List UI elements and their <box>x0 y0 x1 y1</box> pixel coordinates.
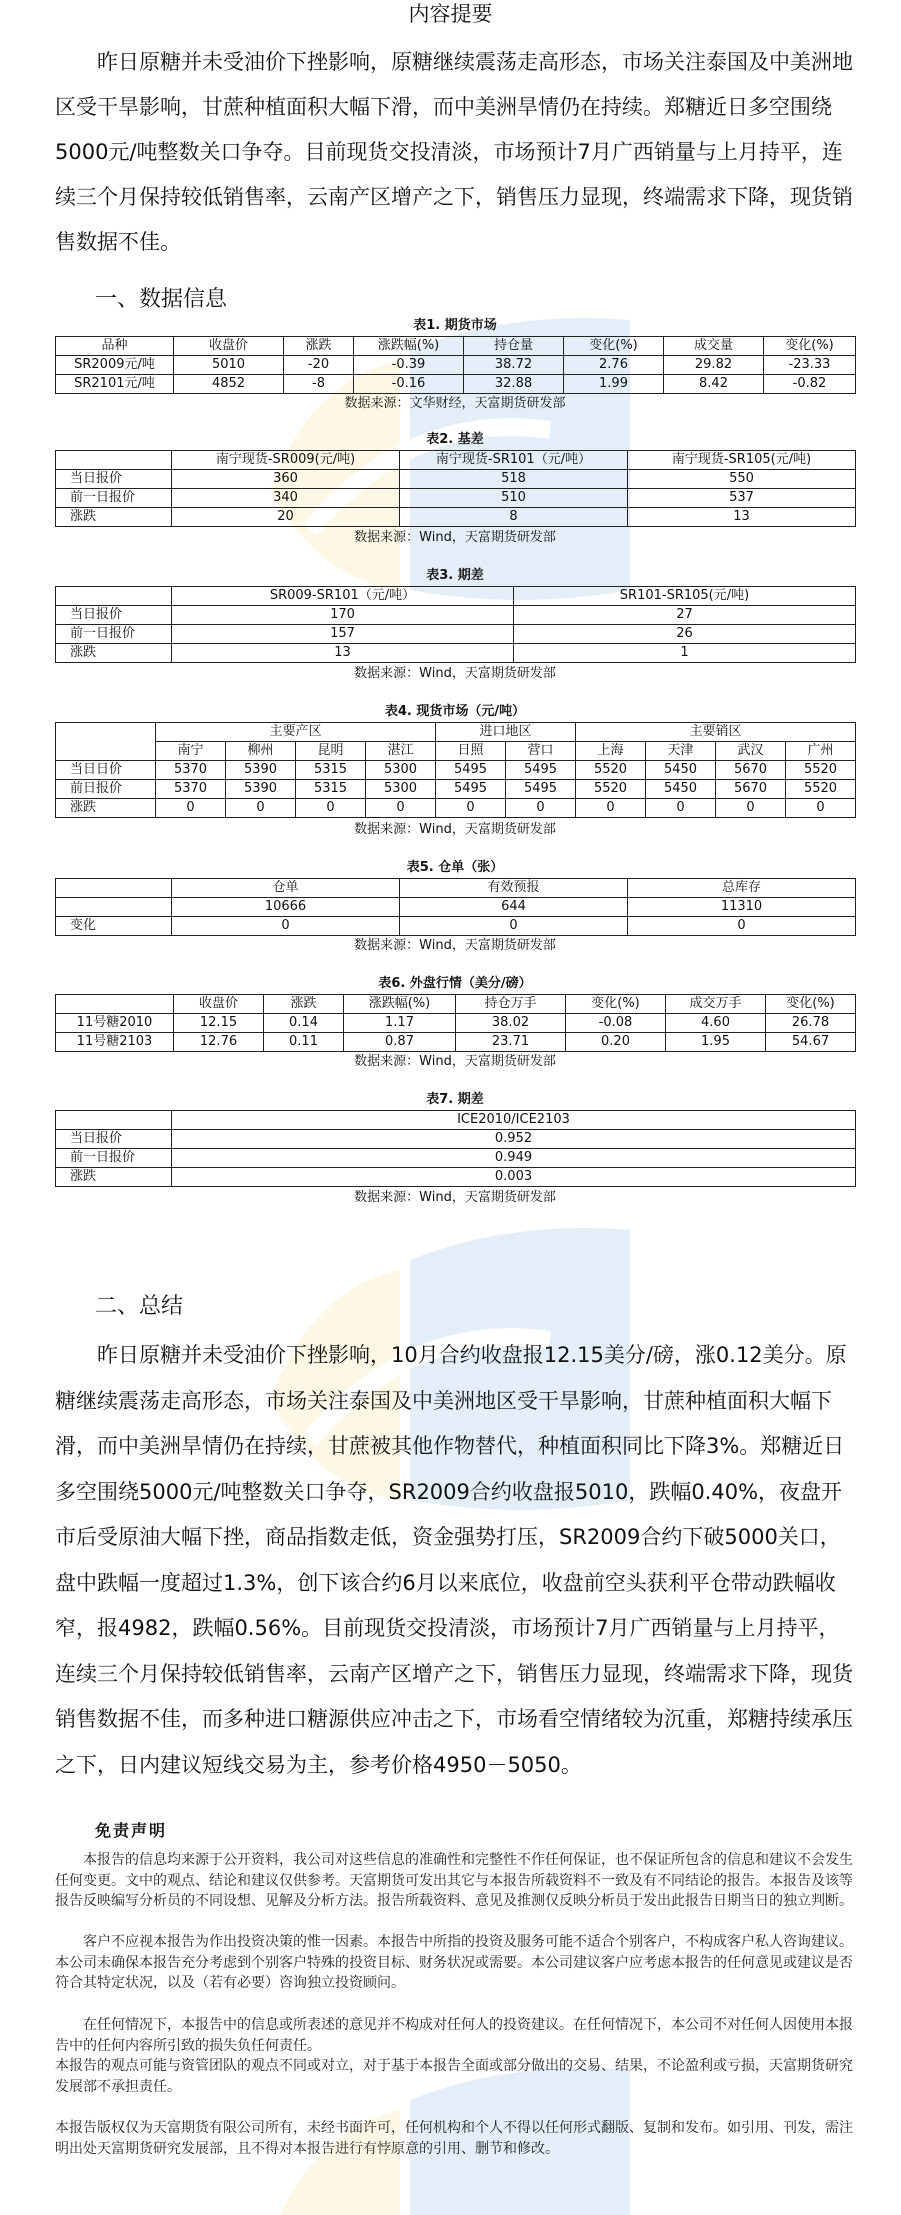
table-row: 当日日价 5370 5390 5315 5300 5495 5495 5520 5450 5670 5520 <box>56 761 856 780</box>
table-row: 涨跌 20 8 13 <box>56 508 856 527</box>
table3-source: 数据来源：Wind，天富期货研发部 <box>354 666 556 681</box>
table-row: 前一日报价 0.949 <box>56 1149 856 1168</box>
table-row: 10666 644 11310 <box>56 898 856 917</box>
table-header-row: 仓单 有效预报 总库存 <box>56 879 856 898</box>
table4-caption: 表4. 现货市场（元/吨） <box>384 704 526 719</box>
table-row: 前一日报价 157 26 <box>56 625 856 644</box>
ice-spread-table <box>55 1110 856 1187</box>
table6-source: 数据来源：Wind，天富期货研发部 <box>354 1054 556 1069</box>
table3-caption: 表3. 期差 <box>426 568 484 583</box>
futures-market-table <box>55 336 856 394</box>
external-market-table <box>55 994 856 1052</box>
table1-caption: 表1. 期货市场 <box>413 318 497 333</box>
table7-caption: 表7. 期差 <box>426 1092 484 1107</box>
table7-source: 数据来源：Wind，天富期货研发部 <box>354 1190 556 1205</box>
table-row: 前日报价 5370 5390 5315 5300 5495 5495 5520 5450 5670 5520 <box>56 780 856 799</box>
table2-caption: 表2. 基差 <box>426 432 484 447</box>
table1-source: 数据来源：文华财经，天富期货研发部 <box>344 396 566 411</box>
intro-paragraph: 昨日原糖并未受油价下挫影响，原糖继续震荡走高形态，市场关注泰国及中美洲地区受干旱影响，甘蔗种植面积大幅下滑，而中美洲旱情仍在持续。郑糖近日多空围绕5000元/吨整数关口争夺。目前现货交投清淡，市场预计7月广西销量与上月持平，连续三个月保持较低销售率，云南产区增产之下，销售压力显现，终端需求下降，现货销售数据不佳。 <box>55 50 853 254</box>
table-row: 11号糖2010 12.15 0.14 1.17 38.02 -0.08 4.60 26.78 <box>56 1014 856 1033</box>
disclaimer-paragraph: 本报告版权仅为天富期货有限公司所有，未经书面许可，任何机构和个人不得以任何形式翻版、复制和发布。如引用、刊发，需注明出处天富期货研究发展部，且不得对本报告进行有悖原意的引用、删节和修改。 <box>55 2120 853 2157</box>
table-row: 当日报价 360 518 550 <box>56 470 856 489</box>
page-title: 内容提要 <box>408 2 493 26</box>
disclaimer-paragraph: 客户不应视本报告为作出投资决策的惟一因素。本报告中所指的投资及服务可能不适合个别客户，不构成客户私人咨询建议。本公司未确保本报告充分考虑到个别客户特殊的投资目标、财务状况或需要。本公司建议客户应考虑本报告的任何意见或建议是否符合其特定状况，以及（若有必要）咨询独立投资顾问。 <box>55 1934 853 1991</box>
table-row: SR2009元/吨 5010 -20 -0.39 38.72 2.76 29.82 -23.33 <box>56 356 856 375</box>
table4-source: 数据来源：Wind，天富期货研发部 <box>354 822 556 837</box>
disclaimer-paragraph: 本报告的信息均来源于公开资料，我公司对这些信息的准确性和完整性不作任何保证，也不保证所包含的信息和建议不会发生任何变更。文中的观点、结论和建议仅供参考。天富期货可发出其它与本报告所载资料不一致及有不同结论的报告。本报告及该等报告反映编写分析员的不同设想、见解及分析方法。报告所载资料、意见及推测仅反映分析员于发出此报告日期当日的独立判断。 <box>55 1852 853 1909</box>
table-row: 变化 0 0 0 <box>56 917 856 936</box>
table-group-row: 主要产区 进口地区 主要销区 <box>56 723 856 742</box>
basis-table <box>55 450 856 527</box>
table-header-row: 收盘价 涨跌 涨跌幅(%) 持仓万手 变化(%) 成交万手 变化(%) <box>56 995 856 1014</box>
table-header-row: SR009-SR101（元/吨） SR101-SR105(元/吨) <box>56 587 856 606</box>
table6-caption: 表6. 外盘行情（美分/磅） <box>378 976 532 991</box>
table-row: 涨跌 0.003 <box>56 1168 856 1187</box>
table-row: 涨跌 13 1 <box>56 644 856 663</box>
section-heading-data: 一、数据信息 <box>95 287 228 312</box>
table-header-row: 南宁 柳州 昆明 湛江 日照 营口 上海 天津 武汉 广州 <box>56 742 856 761</box>
table-header-row: 品种 收盘价 涨跌 涨跌幅(%) 持仓量 变化(%) 成交量 变化(%) <box>56 337 856 356</box>
disclaimer-paragraph: 本报告的观点可能与资管团队的观点不同或对立，对于基于本报告全面或部分做出的交易、结果，不论盈利或亏损，天富期货研究发展部不承担责任。 <box>55 2058 853 2095</box>
table2-source: 数据来源：Wind，天富期货研发部 <box>354 530 556 545</box>
table-row: 前一日报价 340 510 537 <box>56 489 856 508</box>
disclaimer-paragraph: 在任何情况下，本报告中的信息或所表述的意见并不构成对任何人的投资建议。在任何情况下，本公司不对任何人因使用本报告中的任何内容所引致的损失负任何责任。 <box>55 2017 853 2054</box>
table-row: 当日报价 170 27 <box>56 606 856 625</box>
table-row: 11号糖2103 12.76 0.11 0.87 23.71 0.20 1.95 54.67 <box>56 1033 856 1052</box>
table-row: 涨跌 0 0 0 0 0 0 0 0 0 0 <box>56 799 856 818</box>
table-row: 当日报价 0.952 <box>56 1130 856 1149</box>
summary-paragraph: 昨日原糖并未受油价下挫影响，10月合约收盘报12.15美分/磅，涨0.12美分。原糖继续震荡走高形态，市场关注泰国及中美洲地区受干旱影响，甘蔗种植面积大幅下滑，而中美洲旱情仍在持续，甘蔗被其他作物替代，种植面积同比下降3%。郑糖近日多空围绕5000元/吨整数关口争夺，SR2009合约收盘报5010，跌幅0.40%，夜盘开市后受原油大幅下挫，商品指数走低，资金强势打压，SR2009合约下破5000关口，盘中跌幅一度超过1.3%，创下该合约6月以来底位，收盘前空头获利平仓带动跌幅收窄，报4982，跌幅0.56%。目前现货交投清淡，市场预计7月广西销量与上月持平，连续三个月保持较低销售率，云南产区增产之下，销售压力显现，终端需求下降，现货销售数据不佳，而多种进口糖源供应冲击之下，市场看空情绪较为沉重，郑糖持续承压之下，日内建议短线交易为主，参考价格4950－5050。 <box>55 1343 853 1777</box>
table5-source: 数据来源：Wind，天富期货研发部 <box>354 938 556 953</box>
table-header-row: ICE2010/ICE2103 <box>56 1111 856 1130</box>
warehouse-receipt-table <box>55 878 856 936</box>
spread-table <box>55 586 856 663</box>
table5-caption: 表5. 仓单（张） <box>406 860 504 875</box>
table-header-row: 南宁现货-SR009(元/吨) 南宁现货-SR101（元/吨） 南宁现货-SR105(元/吨) <box>56 451 856 470</box>
spot-market-table <box>55 722 856 818</box>
disclaimer-title: 免责声明 <box>95 1821 168 1840</box>
table-row: SR2101元/吨 4852 -8 -0.16 32.88 1.99 8.42 -0.82 <box>56 375 856 394</box>
section-heading-summary: 二、总结 <box>95 1294 184 1319</box>
